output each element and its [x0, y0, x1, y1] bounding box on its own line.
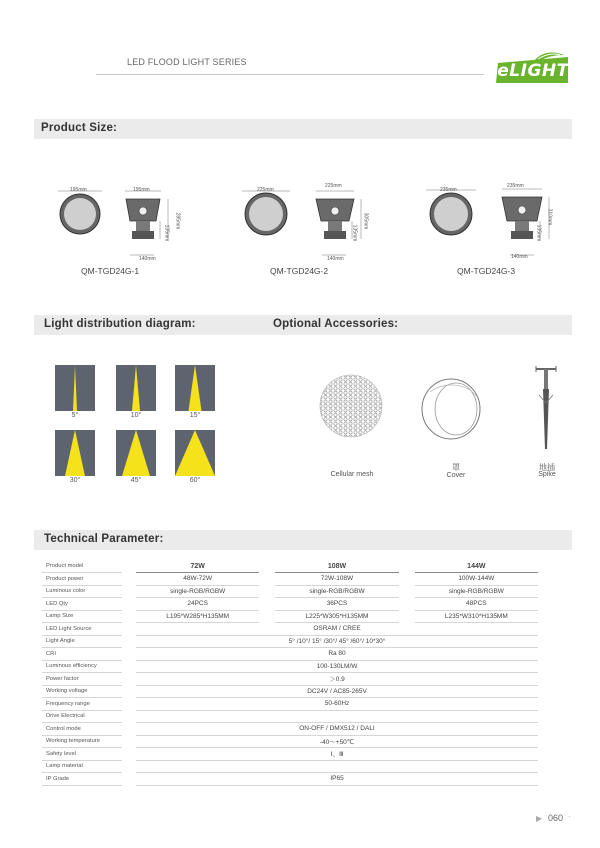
param-label: Control mode [42, 723, 122, 736]
model-label-1: QM-TGD24G-1 [81, 266, 140, 276]
param-label: CRI [42, 648, 122, 661]
param-value [136, 710, 538, 723]
table-row [42, 635, 538, 648]
parameter-table [42, 560, 538, 786]
param-label: Lamp Size [42, 610, 122, 623]
param-value: 50-60Hz [136, 698, 538, 711]
table-row [42, 698, 538, 711]
beam-angle-label-1: 5° [71, 412, 79, 419]
table-row [42, 710, 538, 723]
beam-diagram-6 [175, 430, 215, 476]
param-value: Ra 80 [136, 648, 538, 661]
param-value: 36PCS [275, 598, 398, 611]
technical-parameter-heading: Technical Parameter: [44, 533, 164, 545]
model-label-2: QM-TGD24G-2 [270, 266, 329, 276]
table-row [42, 773, 538, 786]
beam-angle-label-3: 15° [189, 412, 201, 419]
param-label: LED Qty [42, 598, 122, 611]
table-row [42, 735, 538, 748]
param-label: Product power [42, 573, 122, 586]
table-row [42, 610, 538, 623]
model-label-3: QM-TGD24G-3 [457, 266, 516, 276]
beam-diagram-1 [55, 365, 95, 411]
param-label: Working voltage [42, 685, 122, 698]
param-label: Drive Electrical [42, 710, 122, 723]
dim-base-height-2: 135mm [351, 224, 358, 242]
logo-text: eLIGHT [497, 61, 569, 81]
param-value [136, 760, 538, 773]
table-row [42, 598, 538, 611]
param-value: single-RGB/RGBW [415, 585, 538, 598]
table-header-row [42, 560, 538, 573]
param-label: IP Grade [42, 773, 122, 786]
product-size-heading: Product Size: [41, 122, 118, 134]
param-label: LED Light Source [42, 623, 122, 636]
param-label: Luminous color [42, 585, 122, 598]
param-value: L225*W305*H135MM [275, 610, 398, 623]
page-dot-icon: · [568, 812, 571, 821]
dim-base-width-2: 140mm [327, 256, 344, 262]
param-value: single-RGB/RGBW [275, 585, 398, 598]
beam-angle-label-6: 60° [189, 477, 201, 484]
beam-angle-label-5: 45° [130, 477, 142, 484]
table-row [42, 623, 538, 636]
elight-logo [494, 49, 572, 85]
param-label: Safety level [42, 748, 122, 761]
param-label: Power factor [42, 673, 122, 686]
param-value: 48W-72W [136, 573, 259, 586]
optional-accessories-heading: Optional Accessories: [273, 318, 399, 330]
table-row [42, 660, 538, 673]
param-value: single-RGB/RGBW [136, 585, 259, 598]
table-row [42, 760, 538, 773]
spike-label-cn: 地插 [539, 463, 555, 472]
header-108w: 108W [275, 560, 398, 573]
page-arrow-icon: ▶ [536, 814, 543, 823]
table-row [42, 573, 538, 586]
param-value: OSRAM / CREE [136, 623, 538, 636]
header-label: Product model [42, 560, 122, 573]
header-divider [96, 74, 484, 75]
param-value: -40～+50℃ [136, 735, 538, 748]
dim-height-3: 310mm [546, 208, 553, 226]
param-value: ON-OFF / DMX512 / DALI [136, 723, 538, 736]
dim-side-width-2: 225mm [325, 183, 342, 189]
table-row [42, 685, 538, 698]
dim-front-width-1: 195mm [70, 187, 87, 193]
param-value: 72W-108W [275, 573, 398, 586]
param-value: L235*W310*H135MM [415, 610, 538, 623]
param-value: IP65 [136, 773, 538, 786]
dim-front-width-3: 235mm [440, 187, 457, 193]
beam-diagram-4 [55, 430, 95, 476]
dim-front-width-2: 225mm [257, 187, 274, 193]
table-row [42, 585, 538, 598]
series-title: LED FLOOD LIGHT SERIES [127, 57, 247, 67]
beam-angle-label-4: 30° [69, 477, 81, 484]
beam-diagram-2 [116, 365, 156, 411]
param-label: Light Angle [42, 635, 122, 648]
page-number: 060 [548, 813, 564, 823]
param-value: 100-130LM/W [136, 660, 538, 673]
dim-base-width-1: 140mm [139, 256, 156, 262]
param-value: DC24V / AC85-265V [136, 685, 538, 698]
param-label: Frequency range [42, 698, 122, 711]
param-value: L195*W285*H135MM [136, 610, 259, 623]
light-distribution-heading: Light distribution diagram: [44, 318, 196, 330]
header-72w: 72W [136, 560, 259, 573]
spike-label: Spike [538, 471, 556, 478]
dim-base-height-3: 135mm [535, 224, 542, 242]
cellular-mesh-label: Cellular mesh [330, 471, 374, 478]
table-row [42, 723, 538, 736]
param-label: Working temperature [42, 735, 122, 748]
dim-height-1: 285mm [174, 212, 181, 230]
table-row [42, 748, 538, 761]
param-value: 5° /10°/ 15° /30°/ 45° /60°/ 10*30° [136, 635, 538, 648]
dim-side-width-3: 235mm [507, 183, 524, 189]
table-row [42, 673, 538, 686]
param-label: Lamp material [42, 760, 122, 773]
param-value: 48PCS [415, 598, 538, 611]
param-value: ＞0.9 [136, 673, 538, 686]
cover-label-cn: 罩 [452, 463, 460, 472]
table-row [42, 648, 538, 661]
beam-diagram-5 [116, 430, 156, 476]
param-label: Luminous efficiency [42, 660, 122, 673]
dim-base-height-1: 135mm [163, 224, 170, 242]
param-value: Ⅰ、Ⅲ [136, 748, 538, 761]
cover-label: Cover [446, 472, 466, 479]
beam-angle-label-2: 10° [130, 412, 142, 419]
param-value: 100W-144W [415, 573, 538, 586]
dim-side-width-1: 195mm [133, 187, 150, 193]
param-value: 24PCS [136, 598, 259, 611]
dim-base-width-3: 140mm [511, 254, 528, 260]
header-144w: 144W [415, 560, 538, 573]
dim-height-2: 305mm [362, 212, 369, 230]
beam-diagram-3 [175, 365, 215, 411]
